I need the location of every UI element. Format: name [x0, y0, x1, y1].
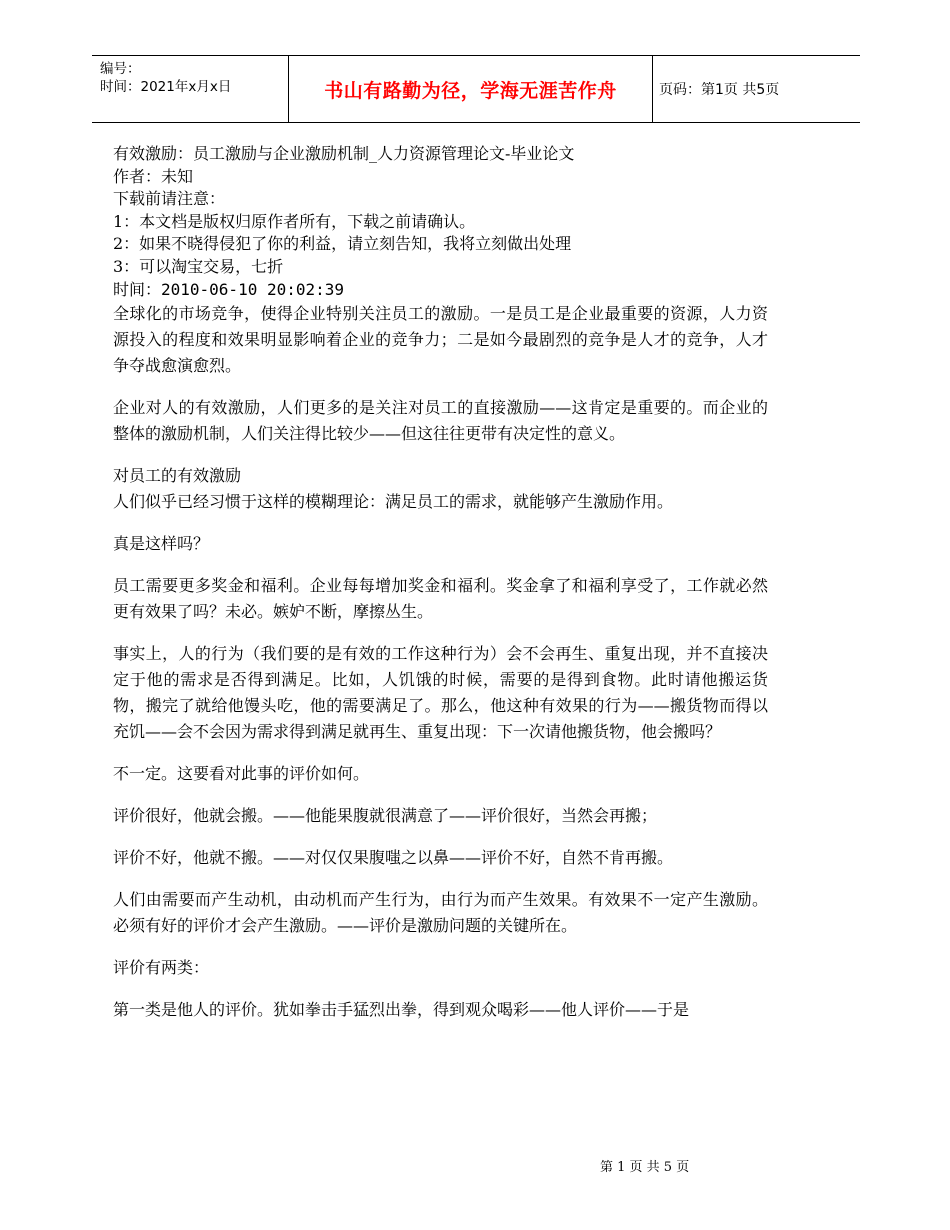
paragraph-2: 企业对人的有效激励，人们更多的是关注对员工的直接激励——这肯定是重要的。而企业的整体的激励机制，人们关注得比较少——但这往往更带有决定性的意义。	[113, 398, 768, 444]
document-body	[113, 143, 768, 1039]
paragraph-9: 评价不好，他就不搬。——对仅仅果腹嗤之以鼻——评价不好，自然不肯再搬。	[113, 848, 674, 868]
article-meta	[113, 143, 768, 301]
paragraph-11: 评价有两类：	[113, 958, 210, 978]
paragraph-12: 第一类是他人的评价。犹如拳击手猛烈出拳，得到观众喝彩——他人评价——于是	[113, 1000, 690, 1020]
article-author: 作者：未知	[113, 166, 194, 186]
notice-title: 下载前请注意：	[113, 189, 226, 209]
header-page-info: 页码：第1页 共5页	[659, 82, 780, 98]
notice-item-3: 3：可以淘宝交易，七折	[113, 256, 284, 276]
document-date: 时间：2021年x月x日	[100, 79, 232, 95]
page-header	[92, 55, 860, 123]
paragraph-10: 人们由需要而产生动机，由动机而产生行为，由行为而产生效果。有效果不一定产生激励。必须有好的评价才会产生激励。——评价是激励问题的关键所在。	[113, 890, 768, 936]
paragraph-1: 全球化的市场竞争，使得企业特别关注员工的激励。一是员工是企业最重要的资源，人力资源投入的程度和效果明显影响着企业的竞争力；二是如今最剧烈的竞争是人才的竞争，人才争夺战愈演愈烈。	[113, 304, 768, 376]
paragraph-5: 员工需要更多奖金和福利。企业每每增加奖金和福利。奖金拿了和福利享受了，工作就必然更有效果了吗？未必。嫉妒不断，摩擦丛生。	[113, 576, 768, 622]
notice-item-1: 1：本文档是版权归原作者所有，下载之前请确认。	[113, 211, 476, 231]
paragraph-6: 事实上，人的行为（我们要的是有效的工作这种行为）会不会再生、重复出现，并不直接决定于他的需求是否得到满足。比如，人饥饿的时候，需要的是得到食物。此时请他搬运货物，搬完了就给他馒头吃，他的需要满足了。那么，他这种有效果的行为——搬货物而得以充饥——会不会因为需求得到满足就再生、重复出现：下一次请他搬货物，他会搬吗？	[113, 644, 768, 742]
header-info	[100, 60, 231, 96]
page-footer: 第 1 页 共 5 页	[600, 1160, 690, 1175]
paragraph-7: 不一定。这要看对此事的评价如何。	[113, 764, 370, 784]
notice-item-2: 2：如果不晓得侵犯了你的利益，请立刻告知，我将立刻做出处理	[113, 234, 572, 254]
article-title: 有效激励：员工激励与企业激励机制_人力资源管理论文-毕业论文	[113, 144, 575, 163]
header-motto: 书山有路勤为径，学海无涯苦作舟	[288, 56, 653, 122]
document-number-label: 编号：	[100, 61, 141, 77]
section-heading: 对员工的有效激励	[113, 466, 242, 486]
paragraph-3: 人们似乎已经习惯于这样的模糊理论：满足员工的需求，就能够产生激励作用。	[113, 492, 674, 512]
paragraph-4: 真是这样吗？	[113, 534, 210, 554]
article-time: 时间：2010-06-10 20:02:39	[113, 279, 345, 299]
paragraph-8: 评价很好，他就会搬。——他能果腹就很满意了——评价很好，当然会再搬；	[113, 806, 658, 826]
